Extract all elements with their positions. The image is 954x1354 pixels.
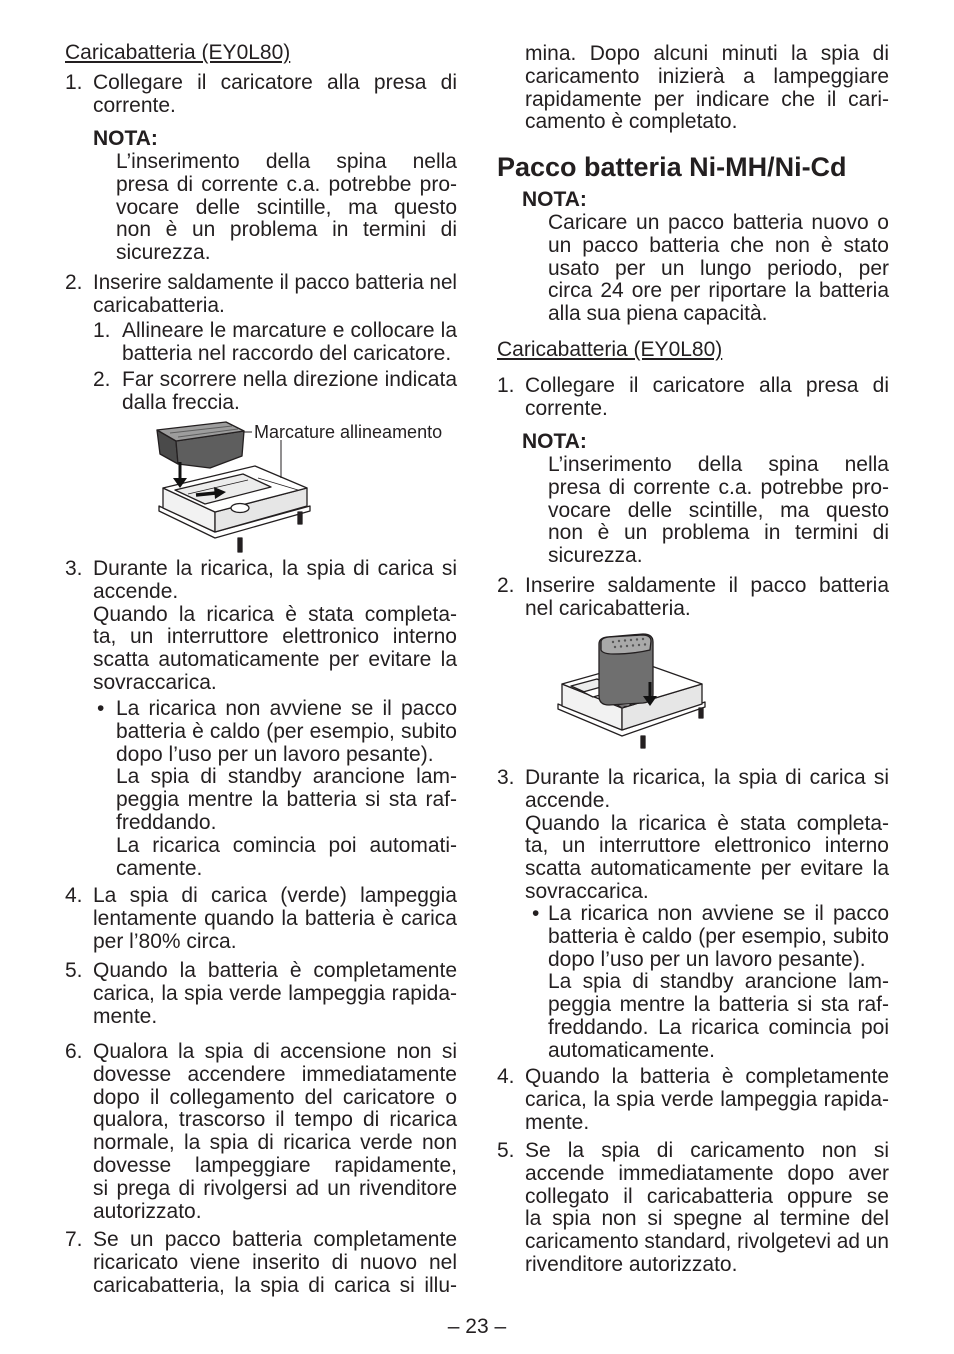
text-line: Durante la ricarica, la spia di carica si [93,557,457,580]
text-line: un pacco batteria che non è stato [548,233,889,257]
step-text [93,1041,457,1223]
charger-foot [298,512,302,524]
text-line: La ricarica comincia poi automati- [116,833,457,857]
text-line: freddando. La ricarica comincia poi [548,1015,889,1039]
substep-number: 2. [93,368,111,391]
step-number: 1. [497,374,515,397]
text-line: camente. [116,856,203,880]
text-line: autorizzato. [93,1199,202,1223]
step-number: 7. [65,1228,83,1251]
step-text [93,960,457,1028]
page-number: – 23 – [447,1315,507,1338]
step-text [525,375,889,421]
bullet-text [548,903,889,1063]
text-line: scatta automaticamente per evitare la [525,857,889,881]
text-line: carica, la spia verde lampeggia rapida- [525,1087,889,1111]
text-line: la spia non si spegne al termine del [525,1207,889,1231]
text-line: Inserire saldamente il pacco batteria [525,574,889,597]
text-line: Quando la batteria è completamente [93,959,457,982]
text-line: dovesse accendere immediatamente [93,1062,457,1086]
step-number: 3. [497,766,515,789]
text-line: accende. [525,788,611,812]
text-line: collegato il caricabatteria oppure se [525,1184,889,1208]
text-line: usato per un lungo periodo, per [548,256,889,280]
step-number: 3. [65,557,83,580]
text-line: normale, la spia di ricarica verde non [93,1131,457,1155]
text-line: dovesse lampeggiare rapidamente, [93,1153,457,1177]
text-line: Allineare le marcature e collocare la [122,319,457,342]
step-number: 5. [497,1139,515,1162]
section-heading: Pacco batteria Ni-MH/Ni-Cd [497,152,847,182]
text-line: Qualora la spia di accensione non si [93,1040,457,1063]
step-text [525,1066,889,1134]
text-line: ricaricato viene inserito di nuovo nel [93,1250,457,1274]
charger-foot [238,538,242,552]
note-label: NOTA: [93,127,158,150]
step-number: 2. [65,271,83,294]
note-text [116,151,457,265]
section-title: Caricabatteria (EY0L80) [65,41,291,64]
text-line: peggia mentre la batteria si sta raf- [548,993,889,1017]
text-line: scatta automaticamente per evitare la [93,648,457,672]
text-line: vocare delle scintille, ma questo [116,195,457,219]
text-line: L’inserimento della spina nella [116,150,457,173]
step-number: 1. [65,71,83,94]
substep-text [122,320,457,366]
step-text [93,72,457,118]
text-line: peggia mentre la batteria si sta raf- [116,788,457,812]
step-text [93,272,457,318]
text-line: sovraccarica. [93,670,217,694]
text-line: dopo l’uso per un lavoro pesante). [548,947,866,971]
text-line: rapidamente per indicare che il cari- [525,87,889,111]
text-line: nel caricabatteria. [525,596,691,620]
step-text [93,885,457,953]
battery-pack-top [601,635,651,654]
text-line: mente. [93,1004,158,1028]
text-line: La spia di carica (verde) lampeggia [93,884,457,907]
text-line: dopo il collegamento del caricatore o [93,1085,457,1109]
text-line: L’inserimento della spina nella [548,453,889,476]
text-line: automaticamente. [548,1038,715,1062]
text-line: La ricarica non avviene se il pacco [116,697,457,720]
charger-foot [641,736,645,748]
step-number: 6. [65,1040,83,1063]
text-line: ta, un interruttore elettronico interno [93,625,457,649]
text-line: caricabatteria, la spia di carica si illu- [93,1273,457,1297]
text-line: presa di corrente c.a. potrebbe pro- [548,475,889,499]
text-line: Caricare un pacco batteria nuovo o [548,211,889,234]
text-line: caricamento inizierà a lampeggiare [525,64,889,88]
text-line: rivenditore autorizzato. [525,1252,738,1276]
bullet: • [97,697,105,720]
text-line: La ricarica non avviene se il pacco [548,902,889,925]
text-line: Quando la ricarica è stata completa- [525,811,889,835]
continued-text [525,43,889,134]
step-text [525,1140,889,1277]
substep-text [122,369,457,415]
text-line: ta, un interruttore elettronico interno [525,834,889,858]
text-line: La spia di standby arancione lam- [116,765,457,789]
text-line: camento è completato. [525,110,738,134]
bullet: • [532,902,540,925]
text-line: caricamento standard, rivolgetevi ad un [525,1230,889,1254]
text-line: Inserire saldamente il pacco batteria nel [93,271,457,294]
text-line: qualora, trascorso il tempo di ricarica [93,1108,457,1132]
text-line: sovraccarica. [525,879,649,903]
text-line: corrente. [525,396,608,420]
text-line: Se un pacco batteria completamente [93,1228,457,1251]
step-text [93,1229,457,1297]
text-line: Se la spia di caricamento non si [525,1139,889,1162]
charger-indicator [231,504,249,513]
text-line: presa di corrente c.a. potrebbe pro- [116,172,457,196]
text-line: carica, la spia verde lampeggia rapida- [93,981,457,1005]
text-line: lentamente quando la batteria è carica [93,906,457,930]
text-line: circa 24 ore per riportare la batteria [548,279,889,303]
text-line: La spia di standby arancione lam- [548,970,889,994]
figure-charger-nimh-battery [553,630,708,752]
text-line: sicurezza. [548,544,643,568]
note-text [548,212,889,326]
text-line: Far scorrere nella direzione indicata [122,368,457,391]
text-line: caricabatteria. [93,293,225,317]
substep-number: 1. [93,319,111,342]
text-line: Quando la ricarica è stata completa- [93,602,457,626]
text-line: batteria nel raccordo del caricatore. [122,341,452,365]
text-line: Collegare il caricatore alla presa di [93,71,457,94]
text-line: accende immediatamente dopo aver [525,1161,889,1185]
text-line: Quando la batteria è completamente [525,1065,889,1088]
step-number: 5. [65,959,83,982]
section-title: Caricabatteria (EY0L80) [497,338,723,361]
text-line: freddando. [116,810,217,834]
text-line: sicurezza. [116,241,211,265]
text-line: batteria è caldo (per esempio, subito [116,719,457,743]
charger-foot [699,708,703,718]
text-line: batteria è caldo (per esempio, subito [548,924,889,948]
text-line: vocare delle scintille, ma questo [548,498,889,522]
text-line: mina. Dopo alcuni minuti la spia di [525,42,889,65]
text-line: mente. [525,1110,590,1134]
text-line: corrente. [93,93,176,117]
note-label: NOTA: [522,188,587,211]
text-line: non è un problema in termini di [116,218,457,242]
text-line: dalla freccia. [122,390,240,414]
text-line: non è un problema in termini di [548,521,889,545]
text-line: per l’80% circa. [93,929,237,953]
bullet-text [116,698,457,880]
note-text [548,454,889,568]
text-line: accende. [93,579,179,603]
step-text [93,558,457,695]
note-label: NOTA: [522,430,587,453]
step-number: 4. [65,884,83,907]
step-number: 2. [497,574,515,597]
step-number: 4. [497,1065,515,1088]
step-text [525,575,889,621]
text-line: Durante la ricarica, la spia di carica si [525,766,889,789]
figure-label: Marcature allineamento [254,422,443,442]
text-line: dopo l’uso per un lavoro pesante). [116,742,434,766]
text-line: si prega di rivolgersi ad un rivenditore [93,1176,457,1200]
step-text [525,767,889,904]
text-line: alla sua piena capacità. [548,302,768,326]
text-line: Collegare il caricatore alla presa di [525,374,889,397]
